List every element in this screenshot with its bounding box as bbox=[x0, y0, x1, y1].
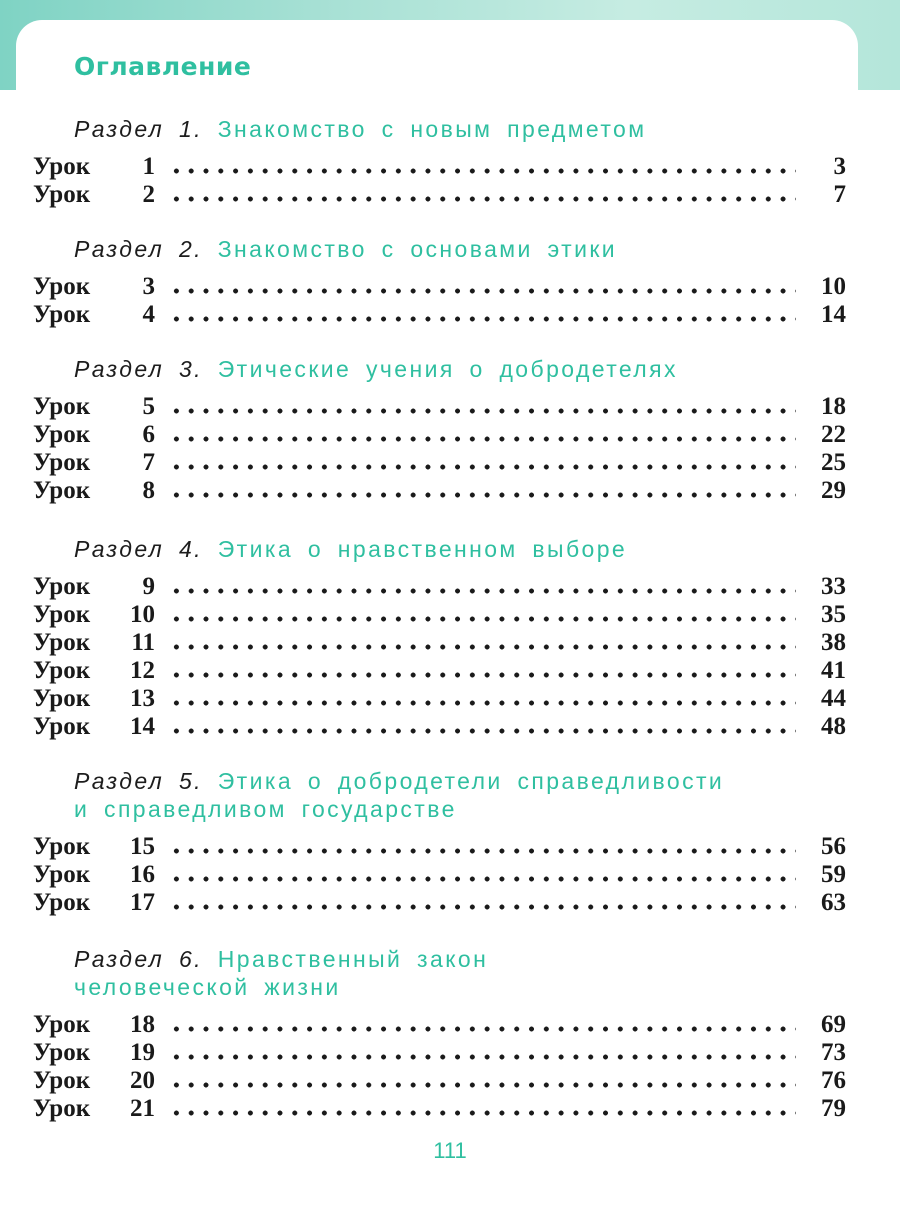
toc-entry[interactable] bbox=[33, 861, 846, 889]
toc-entry[interactable] bbox=[33, 629, 846, 657]
section-label: Раздел 3. bbox=[74, 356, 203, 382]
lesson-number: 6 bbox=[142, 421, 155, 448]
entry-page-number: 35 bbox=[821, 601, 846, 628]
lesson-number: 19 bbox=[130, 1039, 155, 1066]
section-title bbox=[74, 355, 864, 383]
dot-leader bbox=[169, 168, 796, 174]
dot-leader bbox=[169, 492, 796, 498]
lesson-number: 14 bbox=[130, 713, 155, 740]
section-label: Раздел 2. bbox=[74, 236, 203, 262]
section-label: Раздел 5. bbox=[74, 768, 203, 794]
lesson-number: 3 bbox=[142, 273, 155, 300]
dot-leader bbox=[169, 876, 796, 882]
entry-page-number: 33 bbox=[821, 573, 846, 600]
lesson-number: 17 bbox=[130, 889, 155, 916]
lesson-word: Урок bbox=[33, 393, 91, 420]
section-label: Раздел 1. bbox=[74, 116, 203, 142]
section-title bbox=[74, 235, 864, 263]
lesson-word: Урок bbox=[33, 573, 91, 600]
lesson-label bbox=[33, 685, 155, 713]
lesson-label bbox=[33, 477, 155, 505]
dot-leader bbox=[169, 904, 796, 910]
section-name: Этика о нравственном выборе bbox=[217, 536, 628, 562]
entry-page-number: 22 bbox=[821, 421, 846, 448]
toc-heading: Оглавление bbox=[74, 52, 252, 81]
section-name: человеческой жизни bbox=[74, 974, 341, 1000]
lesson-word: Урок bbox=[33, 273, 91, 300]
lesson-word: Урок bbox=[33, 1067, 91, 1094]
section-name: и справедливом государстве bbox=[74, 796, 457, 822]
lesson-word: Урок bbox=[33, 629, 91, 656]
section-title bbox=[74, 115, 864, 143]
lesson-label bbox=[33, 629, 155, 657]
lesson-number: 18 bbox=[130, 1011, 155, 1038]
toc-entry[interactable] bbox=[33, 1039, 846, 1067]
lesson-label bbox=[33, 573, 155, 601]
page-number: 111 bbox=[433, 1138, 467, 1163]
lesson-label bbox=[33, 861, 155, 889]
toc-entry[interactable] bbox=[33, 273, 846, 301]
toc-entry[interactable] bbox=[33, 421, 846, 449]
lesson-number: 5 bbox=[142, 393, 155, 420]
toc-entry[interactable] bbox=[33, 449, 846, 477]
toc-entry[interactable] bbox=[33, 301, 846, 329]
lesson-label bbox=[33, 449, 155, 477]
entry-page-number: 3 bbox=[833, 153, 846, 180]
dot-leader bbox=[169, 1110, 796, 1116]
entry-page-number: 44 bbox=[821, 685, 846, 712]
lesson-word: Урок bbox=[33, 861, 91, 888]
toc-entry[interactable] bbox=[33, 1067, 846, 1095]
lesson-number: 13 bbox=[130, 685, 155, 712]
entry-page-number: 73 bbox=[821, 1039, 846, 1066]
lesson-word: Урок bbox=[33, 1095, 91, 1122]
section-title bbox=[74, 535, 864, 563]
lesson-label bbox=[33, 153, 155, 181]
lesson-number: 7 bbox=[142, 449, 155, 476]
entry-page-number: 79 bbox=[821, 1095, 846, 1122]
section-title bbox=[74, 767, 864, 823]
lesson-word: Урок bbox=[33, 153, 91, 180]
dot-leader bbox=[169, 644, 796, 650]
entry-page-number: 38 bbox=[821, 629, 846, 656]
dot-leader bbox=[169, 1082, 796, 1088]
section-name: Знакомство с основами этики bbox=[217, 236, 618, 262]
lesson-word: Урок bbox=[33, 301, 91, 328]
toc-entry[interactable] bbox=[33, 153, 846, 181]
lesson-label bbox=[33, 1011, 155, 1039]
entry-page-number: 69 bbox=[821, 1011, 846, 1038]
section-label: Раздел 6. bbox=[74, 946, 203, 972]
lesson-number: 15 bbox=[130, 833, 155, 860]
section-name: Этика о добродетели справедливости bbox=[217, 768, 725, 794]
dot-leader bbox=[169, 288, 796, 294]
toc-entry[interactable] bbox=[33, 181, 846, 209]
toc-entry[interactable] bbox=[33, 713, 846, 741]
toc-entry[interactable] bbox=[33, 573, 846, 601]
lesson-number: 20 bbox=[130, 1067, 155, 1094]
dot-leader bbox=[169, 464, 796, 470]
toc-entry[interactable] bbox=[33, 393, 846, 421]
lesson-number: 10 bbox=[130, 601, 155, 628]
lesson-number: 2 bbox=[142, 181, 155, 208]
lesson-number: 1 bbox=[142, 153, 155, 180]
lesson-number: 4 bbox=[142, 301, 155, 328]
toc-entry[interactable] bbox=[33, 657, 846, 685]
entry-page-number: 29 bbox=[821, 477, 846, 504]
lesson-word: Урок bbox=[33, 1039, 91, 1066]
toc-entry[interactable] bbox=[33, 685, 846, 713]
lesson-label bbox=[33, 181, 155, 209]
lesson-word: Урок bbox=[33, 601, 91, 628]
lesson-label bbox=[33, 273, 155, 301]
dot-leader bbox=[169, 848, 796, 854]
lesson-label bbox=[33, 657, 155, 685]
lesson-word: Урок bbox=[33, 477, 91, 504]
section-name: Знакомство с новым предметом bbox=[217, 116, 647, 142]
entry-page-number: 10 bbox=[821, 273, 846, 300]
entry-page-number: 63 bbox=[821, 889, 846, 916]
toc-entry[interactable] bbox=[33, 889, 846, 917]
toc-entry[interactable] bbox=[33, 1095, 846, 1123]
entry-page-number: 18 bbox=[821, 393, 846, 420]
dot-leader bbox=[169, 700, 796, 706]
lesson-number: 16 bbox=[130, 861, 155, 888]
toc-entry[interactable] bbox=[33, 601, 846, 629]
lesson-word: Урок bbox=[33, 833, 91, 860]
lesson-word: Урок bbox=[33, 449, 91, 476]
dot-leader bbox=[169, 1026, 796, 1032]
entry-page-number: 14 bbox=[821, 301, 846, 328]
dot-leader bbox=[169, 196, 796, 202]
lesson-number: 11 bbox=[131, 629, 155, 656]
entry-page-number: 56 bbox=[821, 833, 846, 860]
lesson-number: 21 bbox=[130, 1095, 155, 1122]
toc-entry[interactable] bbox=[33, 833, 846, 861]
entry-page-number: 48 bbox=[821, 713, 846, 740]
lesson-label bbox=[33, 301, 155, 329]
dot-leader bbox=[169, 1054, 796, 1060]
dot-leader bbox=[169, 408, 796, 414]
entry-page-number: 76 bbox=[821, 1067, 846, 1094]
lesson-word: Урок bbox=[33, 889, 91, 916]
lesson-label bbox=[33, 1095, 155, 1123]
lesson-label bbox=[33, 1039, 155, 1067]
lesson-label bbox=[33, 833, 155, 861]
lesson-label bbox=[33, 601, 155, 629]
lesson-label bbox=[33, 713, 155, 741]
lesson-label bbox=[33, 421, 155, 449]
section-title bbox=[74, 945, 864, 1001]
lesson-word: Урок bbox=[33, 657, 91, 684]
lesson-word: Урок bbox=[33, 685, 91, 712]
lesson-label bbox=[33, 889, 155, 917]
lesson-label bbox=[33, 1067, 155, 1095]
dot-leader bbox=[169, 728, 796, 734]
lesson-word: Урок bbox=[33, 1011, 91, 1038]
lesson-number: 12 bbox=[130, 657, 155, 684]
entry-page-number: 25 bbox=[821, 449, 846, 476]
dot-leader bbox=[169, 616, 796, 622]
entry-page-number: 59 bbox=[821, 861, 846, 888]
lesson-number: 9 bbox=[142, 573, 155, 600]
entry-page-number: 41 bbox=[821, 657, 846, 684]
lesson-number: 8 bbox=[142, 477, 155, 504]
entry-page-number: 7 bbox=[833, 181, 846, 208]
section-name: Этические учения о добродетелях bbox=[217, 356, 678, 382]
lesson-word: Урок bbox=[33, 713, 91, 740]
dot-leader bbox=[169, 316, 796, 322]
section-label: Раздел 4. bbox=[74, 536, 203, 562]
dot-leader bbox=[169, 588, 796, 594]
toc-entry[interactable] bbox=[33, 1011, 846, 1039]
section-name: Нравственный закон bbox=[217, 946, 489, 972]
toc-entry[interactable] bbox=[33, 477, 846, 505]
dot-leader bbox=[169, 436, 796, 442]
lesson-word: Урок bbox=[33, 181, 91, 208]
lesson-word: Урок bbox=[33, 421, 91, 448]
lesson-label bbox=[33, 393, 155, 421]
dot-leader bbox=[169, 672, 796, 678]
